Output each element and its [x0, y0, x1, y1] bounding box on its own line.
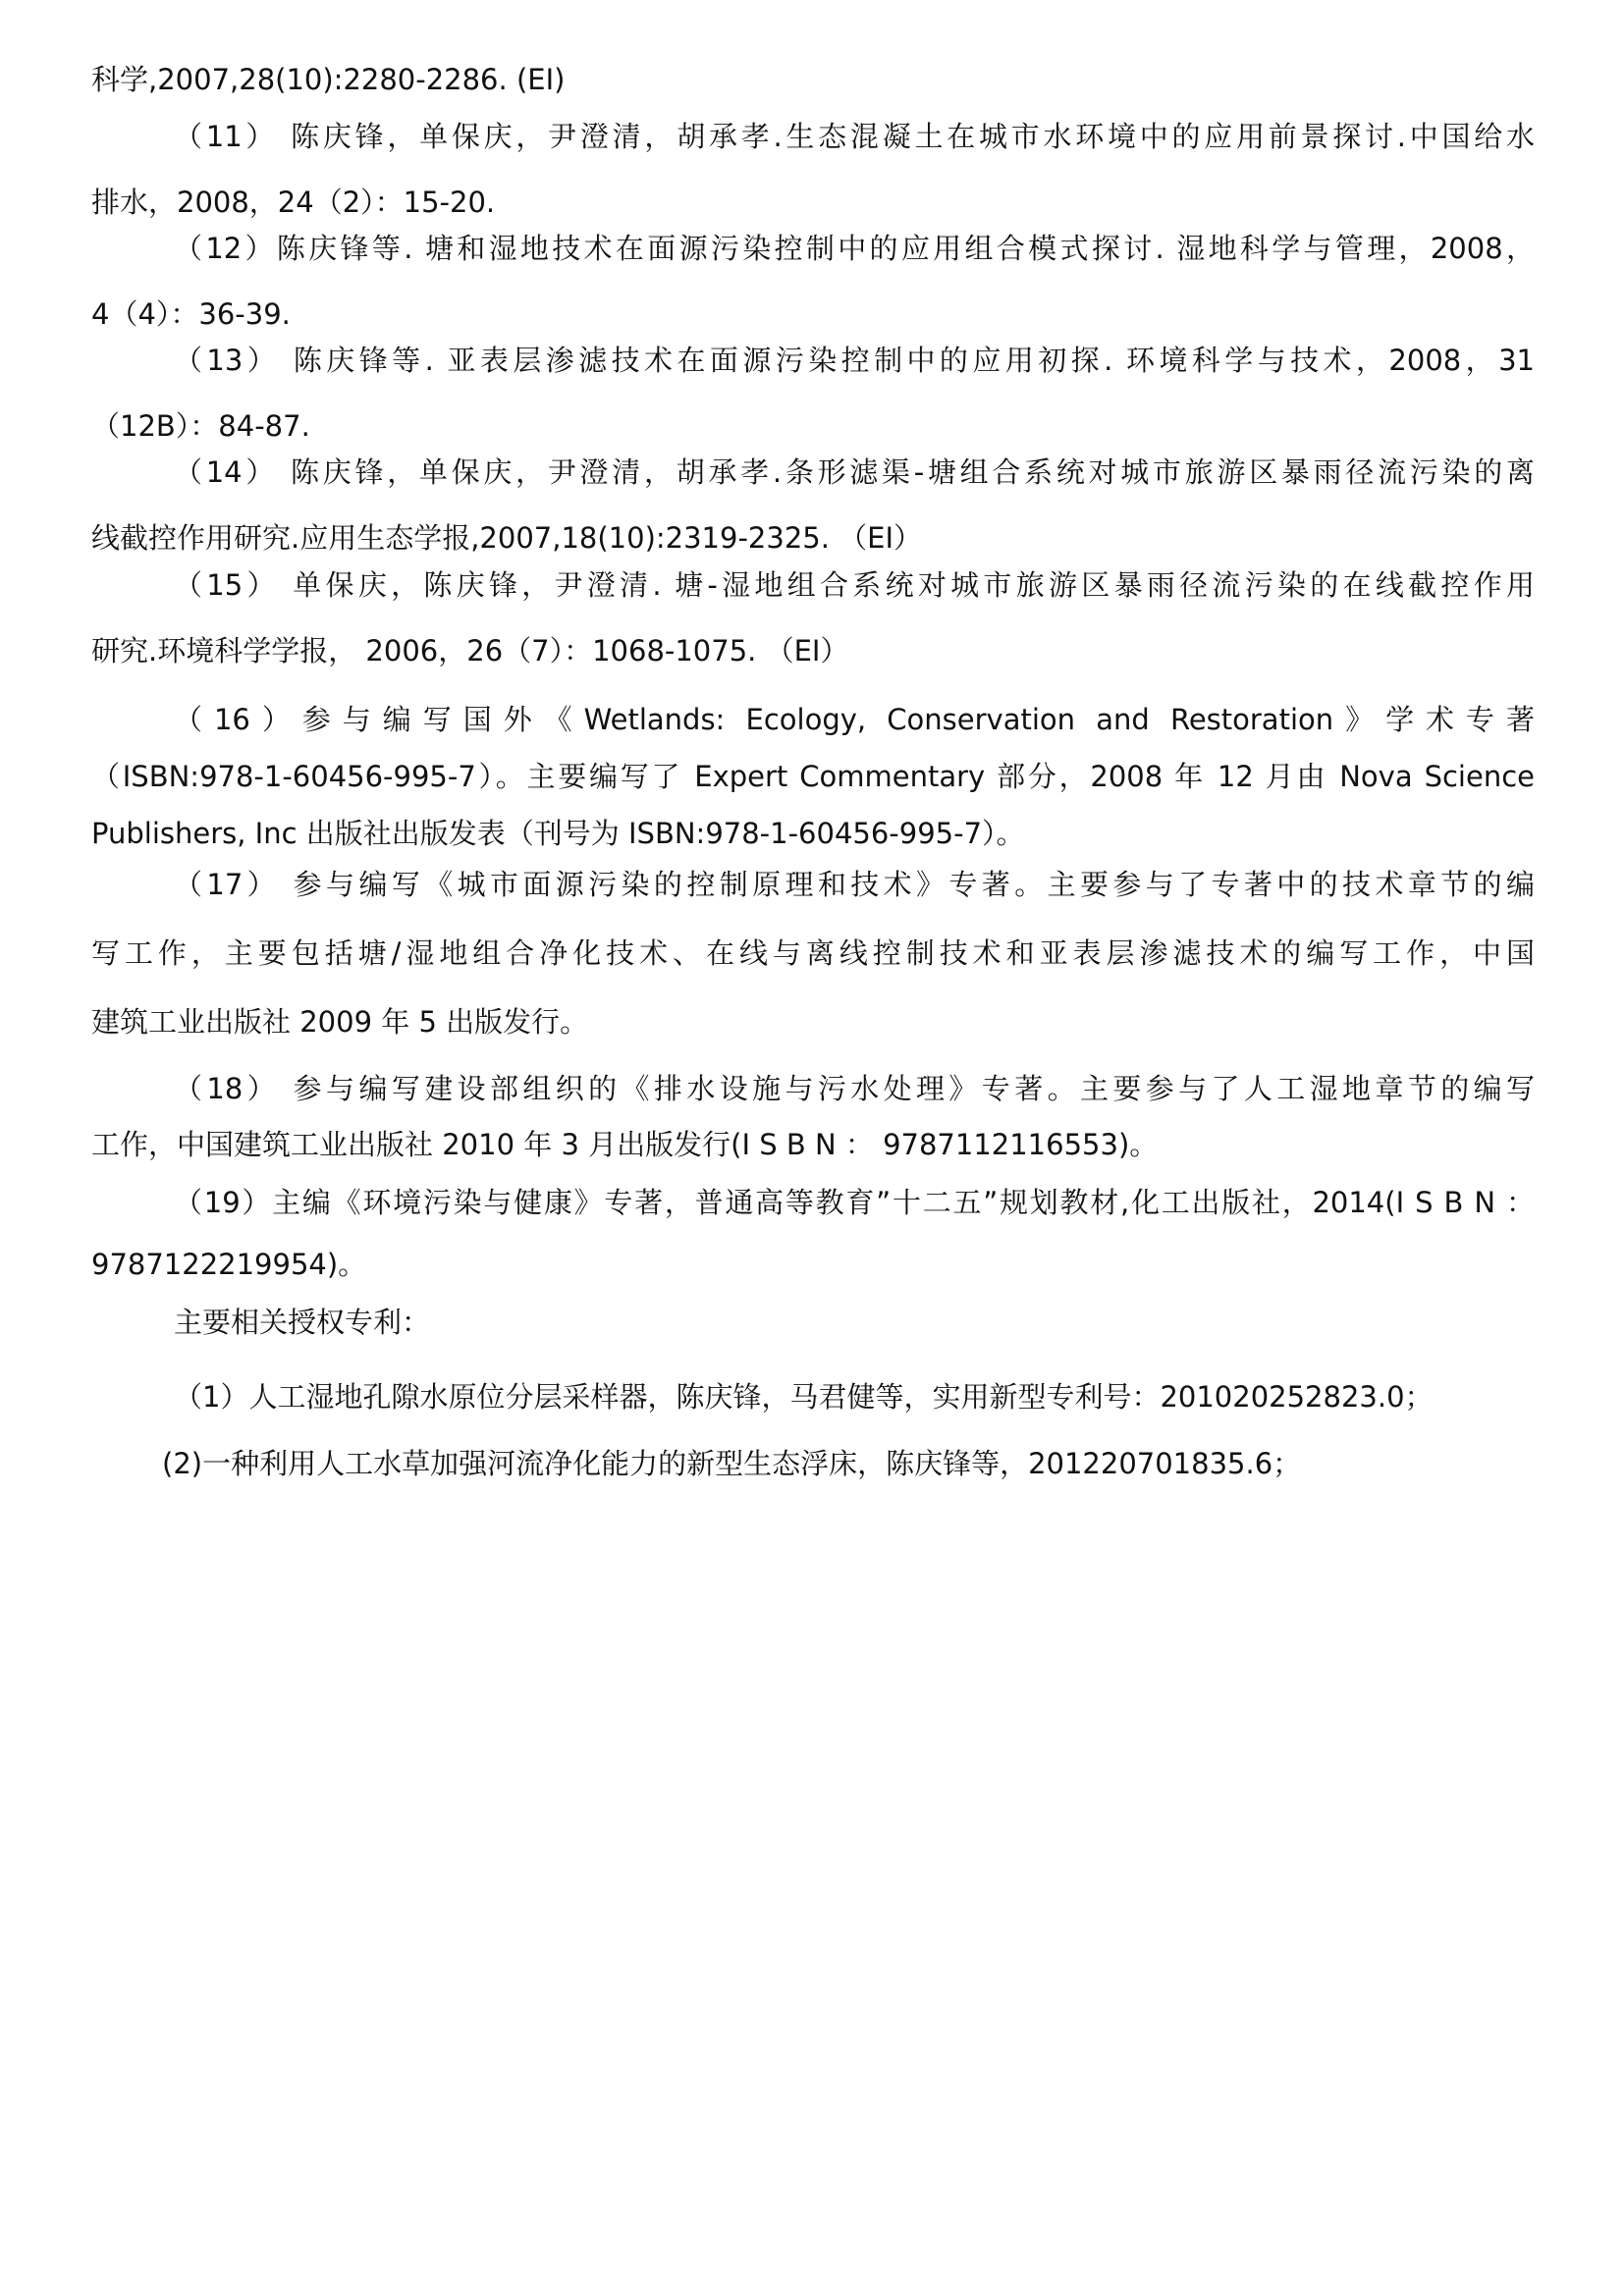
text-line: （17） 参与编写《城市面源污染的控制原理和技术》专著。主要参与了专著中的技术章节的编 — [174, 868, 1535, 901]
text-line: 建筑工业出版社 2009 年 5 出版发行。 — [91, 1005, 589, 1039]
text-line: Publishers, Inc 出版社出版发表（刊号为 ISBN:978-1-60456-995-7）。 — [91, 817, 1025, 850]
text-line: （13） 陈庆锋等. 亚表层渗滤技术在面源污染控制中的应用初探. 环境科学与技术，2008，31 — [174, 344, 1535, 377]
text-line: （ISBN:978-1-60456-995-7）。主要编写了 Expert Commentary 部分，2008 年 12 月由 Nova Science — [91, 760, 1535, 793]
text-line: 4（4）：36-39. — [91, 297, 291, 331]
text-line: （18） 参与编写建设部组织的《排水设施与污水处理》专著。主要参与了人工湿地章节的编写 — [174, 1072, 1535, 1105]
patents-heading — [91, 1280, 1535, 1365]
text-line: 主要相关授权专利： — [174, 1306, 431, 1339]
text-line: （1）人工湿地孔隙水原位分层采样器，陈庆锋，马君健等，实用新型专利号：201020252823.0； — [174, 1380, 1434, 1414]
text-line: 科学,2007,28(10):2280-2286. (EI) — [91, 63, 566, 96]
text-line: 排水，2008，24（2）：15-20. — [91, 186, 496, 219]
text-line: （11） 陈庆锋，单保庆，尹澄清，胡承孝.生态混凝土在城市水环境中的应用前景探讨.中国给水 — [174, 120, 1535, 153]
reference-17 — [91, 842, 1535, 1065]
text-line: （12）陈庆锋等. 塘和湿地技术在面源污染控制中的应用组合模式探讨. 湿地科学与管理，2008， — [174, 232, 1535, 265]
text-line: （15） 单保庆，陈庆锋，尹澄清. 塘-湿地组合系统对城市旅游区暴雨径流污染的在线截控作用 — [174, 568, 1535, 602]
text-line: 9787122219954)。 — [91, 1248, 367, 1281]
reference-15 — [91, 543, 1535, 694]
text-line: （16）参与编写国外《Wetlands: Ecology, Conservation and Restoration》学术专著 — [174, 703, 1535, 736]
text-line: (2)一种利用人工水草加强河流净化能力的新型生态浮床，陈庆锋等，201220701835.6； — [162, 1447, 1302, 1480]
text-line: （19）主编《环境污染与健康》专著，普通高等教育”十二五”规划教材,化工出版社，2014(I S B N ： — [174, 1186, 1535, 1219]
text-line: 写工作，主要包括塘/湿地组合净化技术、在线与离线控制技术和亚表层渗滤技术的编写工作，中国 — [91, 936, 1535, 970]
text-line: （12B）：84-87. — [91, 409, 310, 443]
patent-2 — [91, 1421, 1535, 1507]
text-line: 线截控作用研究.应用生态学报,2007,18(10):2319-2325. （EI） — [91, 521, 923, 555]
text-line: 工作，中国建筑工业出版社 2010 年 3 月出版发行(I S B N ： 9787112116553)。 — [91, 1128, 1159, 1161]
text-line: 研究.环境科学学报， 2006，26（7）：1068-1075. （EI） — [91, 634, 849, 667]
text-line: （14） 陈庆锋，单保庆，尹澄清，胡承孝.条形滤渠-塘组合系统对城市旅游区暴雨径流污染的离 — [174, 455, 1535, 489]
